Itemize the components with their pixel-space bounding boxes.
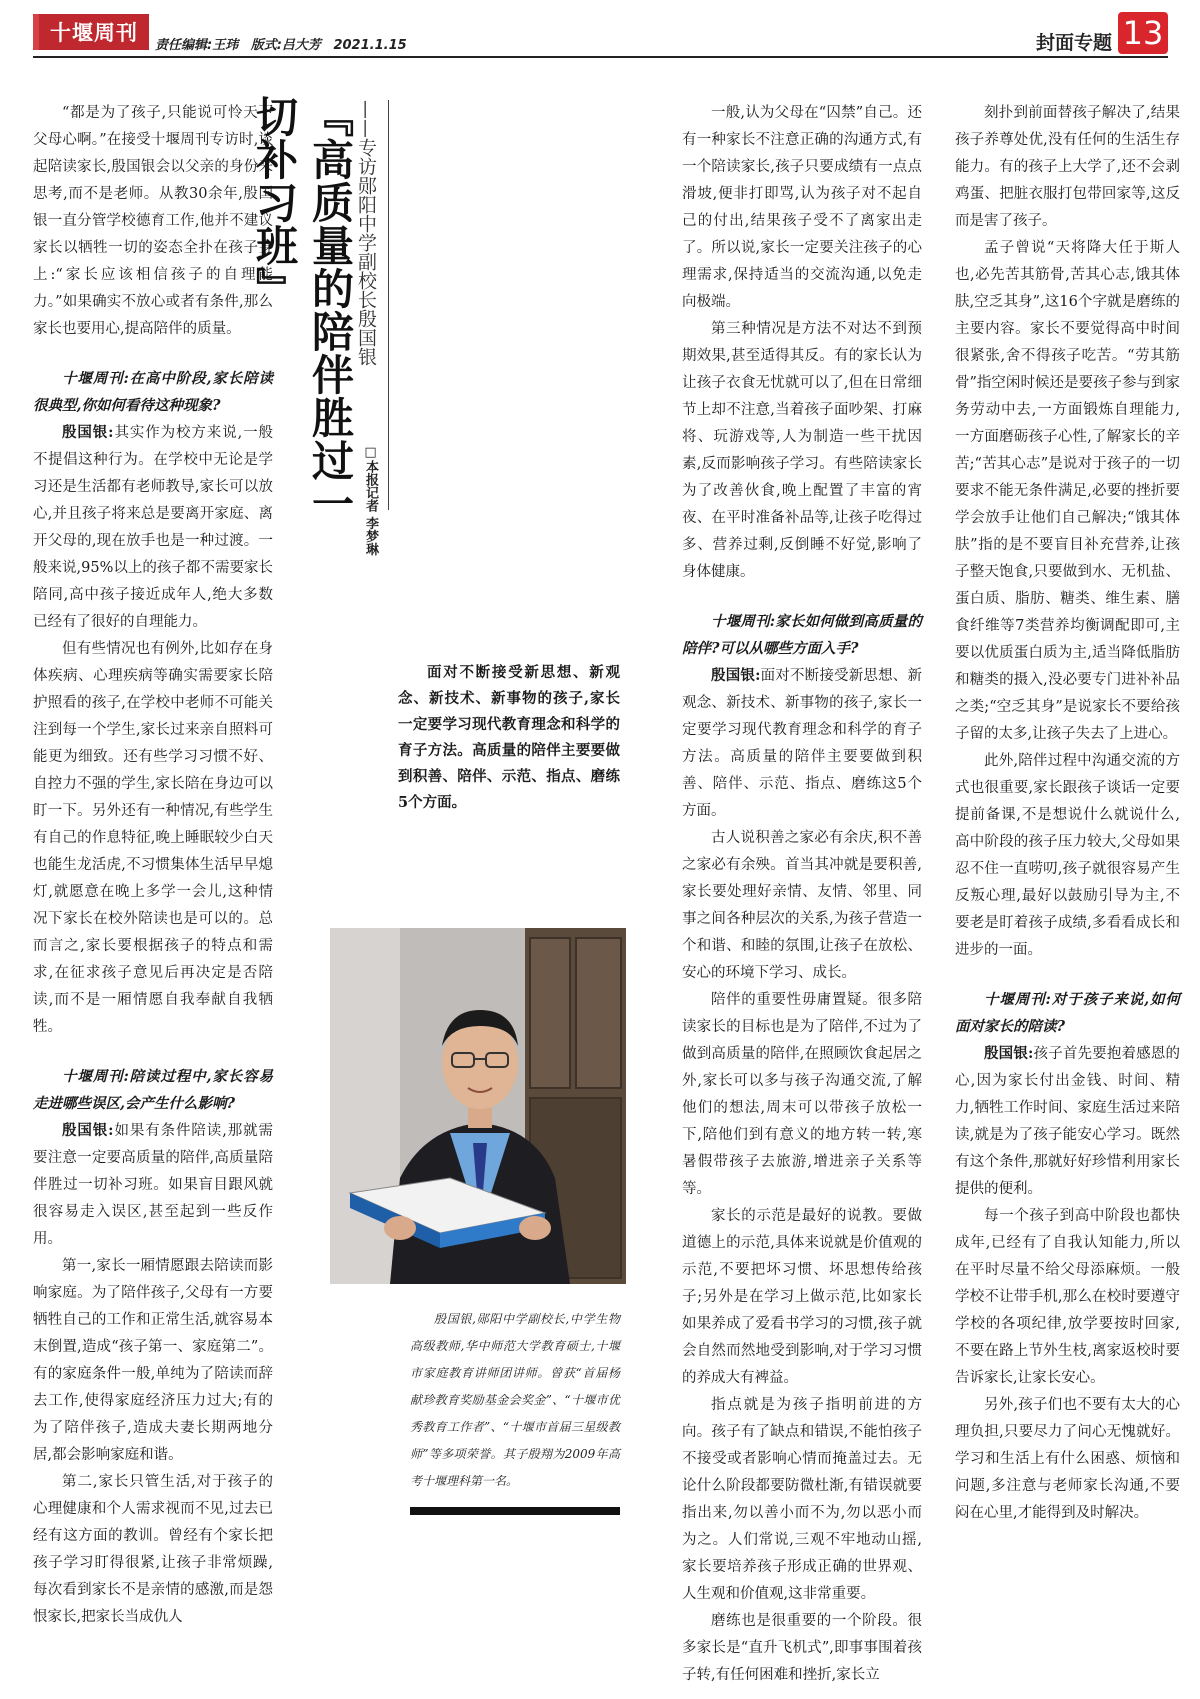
paragraph: 每一个孩子到高中阶段也都快成年,已经有了自我认知能力,所以在平时尽量不给父母添麻烦。一般学校不让带手机,那么在校时要遵守学校的各项纪律,放学要按时回家,不要在路上节外生枝,离家返校时要告诉家长,让家长安心。 (955, 1208, 1180, 1386)
headline-divider (388, 100, 389, 510)
answer (33, 1117, 273, 1253)
answer-label: 殷国银: (984, 1045, 1034, 1062)
page-number-badge: 13 (1118, 12, 1168, 54)
answer-text: 面对不断接受新思想、新观念、新技术、新事物的孩子,家长一定要学习现代教育理念和科学的育子方法。高质量的陪伴主要要做到积善、陪伴、示范、指点、磨练这5个方面。 (682, 668, 922, 819)
portrait-illustration (330, 928, 626, 1284)
pull-quote: 面对不断接受新思想、新观念、新技术、新事物的孩子,家长一定要学习现代教育理念和科学的育子方法。高质量的陪伴主要要做到积善、陪伴、示范、指点、磨练5个方面。 (398, 664, 620, 811)
section-title: 封面专题 (1035, 32, 1112, 54)
paragraph: 指点就是为孩子指明前进的方向。孩子有了缺点和错误,不能怕孩子不接受或者影响心情而掩盖过去。无论什么阶段都要防微杜渐,有错误就要指出来,勿以善小而不为,勿以恶小而为之。人们常说,三观不牢地动山摇,家长要培养孩子形成正确的世界观、人生观和价值观,这非常重要。 (682, 1397, 922, 1602)
answer-label: 殷国银: (62, 424, 114, 441)
answer-text: 孩子首先要抱着感恩的心,因为家长付出金钱、时间、精力,牺牲工作时间、家庭生活过来陪读,就是为了孩子能安心学习。既然有这个条件,那就好好珍惜利用家长提供的便利。 (955, 1046, 1181, 1197)
article-column-1 (33, 100, 273, 1631)
paragraph: 另外,孩子们也不要有太大的心理负担,只要尽力了问心无愧就好。学习和生活上有什么困惑、烦恼和问题,多注意与老师家长沟通,不要闷在心里,才能得到及时解决。 (955, 1397, 1180, 1521)
answer-label: 殷国银: (62, 1122, 114, 1139)
article-headline: 『高质量的陪伴胜过一切补习班』 (250, 95, 355, 525)
editor-name: 责任编辑:王玮 (155, 38, 239, 53)
issue-date: 2021.1.15 (333, 38, 407, 53)
paragraph: 孟子曾说“天将降大任于斯人也,必先苦其筋骨,苦其心志,饿其体肤,空乏其身”,这16个字就是磨练的主要内容。家长不要觉得高中时间很紧张,舍不得孩子吃苦。“劳其筋骨”指空闲时候还是要孩子参与到家务劳动中去,一方面锻炼自理能力,一方面磨砺孩子心性,了解家长的辛苦;“苦其心志”是说对于孩子的一切要求不能无条件满足,必要的挫折要学会放手让他们自己解决;“饿其体肤”指的是不要盲目补充营养,让孩子整天饱食,只要做到水、无机盐、蛋白质、脂肪、糖类、维生素、膳食纤维等7类营养均衡调配即可,主要以优质蛋白质为主,适当降低脂肪和糖类的摄入,没必要专门进补补品之类;“空乏其身”是说家长不要给孩子留的太多,让孩子失去了上进心。 (955, 240, 1180, 742)
answer (682, 662, 922, 825)
question-label: 十堰周刊: (984, 991, 1051, 1008)
page-header (0, 0, 1200, 70)
answer-label: 殷国银: (711, 667, 761, 684)
paragraph: 第三种情况是方法不对达不到预期效果,甚至适得其反。有的家长认为让孩子衣食无忧就可以了,但在日常细节上却不注意,当着孩子面吵架、打麻将、玩游戏等,人为制造一些干扰因素,反而影响孩子学习。有些陪读家长为了改善伙食,晚上配置了丰富的宵夜、在平时准备补品等,让孩子吃得过多、营养过剩,反倒睡不好觉,影响了身体健康。 (682, 321, 922, 580)
paragraph: 古人说积善之家必有余庆,积不善之家必有余殃。首当其冲就是要积善,家长要处理好亲情、友情、邻里、同事之间各种层次的关系,为孩子营造一个和谐、和睦的氛围,让孩子在放松、安心的环境下学习、成长。 (682, 830, 922, 981)
portrait-photo (330, 928, 626, 1284)
question (682, 608, 922, 662)
layout-name: 版式:吕大芳 (250, 38, 321, 53)
question-label: 十堰周刊: (62, 370, 129, 387)
paragraph: 此外,陪伴过程中沟通交流的方式也很重要,家长跟孩子谈话一定要提前备课,不是想说什么就说什么,高中阶段的孩子压力较大,父母如果忍不住一直唠叨,孩子就很容易产生反叛心理,最好以鼓励引导为主,不要老是盯着孩子成绩,多看看成长和进步的一面。 (955, 753, 1180, 958)
photo-caption: 殷国银,郧阳中学副校长,中学生物高级教师,华中师范大学教育硕士,十堰市家庭教育讲师团讲师。曾获“首届杨献珍教育奖励基金会奖金”、“十堰市优秀教育工作者”、“十堰市首届三星级教师”等多项荣誉。其子殷翔为2009年高考十堰理科第一名。 (410, 1312, 620, 1488)
question (33, 365, 273, 419)
article-column-3 (682, 100, 922, 1689)
paragraph: 第二,家长只管生活,对于孩子的心理健康和个人需求视而不见,过去已经有这方面的教训。曾经有个家长把孩子学习盯得很紧,让孩子非常烦躁,每次看到家长不是亲情的感激,而是怨恨家长,把家长当成仇人 (33, 1474, 273, 1625)
paragraph: 第一,家长一厢情愿跟去陪读而影响家庭。为了陪伴孩子,父母有一方要牺牲自己的工作和正常生活,就容易本末倒置,造成“孩子第一、家庭第二”。有的家庭条件一般,单纯为了陪读而辞去工作,使得家庭经济压力过大;有的为了陪伴孩子,造成夫妻长期两地分居,都会影响家庭和谐。 (33, 1258, 273, 1463)
paragraph: 一般,认为父母在“囚禁”自己。还有一种家长不注意正确的沟通方式,有一个陪读家长,孩子只要成绩有一点点滑坡,便非打即骂,认为孩子对不起自己的付出,结果孩子受不了离家出走了。所以说,家长一定要关注孩子的心理需求,保持适当的交流沟通,以免走向极端。 (682, 105, 922, 310)
question-label: 十堰周刊: (711, 613, 776, 630)
masthead-logo: 十堰周刊 (33, 14, 149, 50)
question (955, 986, 1180, 1040)
answer-text: 其实作为校方来说,一般不提倡这种行为。在学校中无论是学习还是生活都有老师教导,家长可以放心,并且孩子将来总是要离开家庭、离开父母的,现在放手也是一种过渡。一般来说,95%以上的孩子都不需要家长陪同,高中孩子接近成年人,绝大多数已经有了很好的自理能力。 (33, 425, 274, 630)
question (33, 1063, 273, 1117)
paragraph: “都是为了孩子,只能说可怜天下父母心啊。”在接受十堰周刊专访时,谈起陪读家长,殷国银会以父亲的身份来思考,而不是老师。从教30余年,殷国银一直分管学校德育工作,他并不建议家长以牺牲一切的姿态全扑在孩子身上:“家长应该相信孩子的自理能力。”如果确实不放心或者有条件,那么家长也要用心,提高陪伴的质量。 (33, 105, 273, 337)
answer-text: 如果有条件陪读,那就需要注意一定要高质量的陪伴,高质量陪伴胜过一切补习班。如果盲目跟风就很容易走入误区,甚至起到一些反作用。 (33, 1123, 274, 1247)
article-column-4 (955, 100, 1180, 1527)
editor-credits (155, 34, 415, 53)
question-text: 家长如何做到高质量的陪伴?可以从哪些方面入手? (682, 613, 922, 657)
question-text: 陪读过程中,家长容易走进哪些误区,会产生什么影响? (33, 1068, 273, 1112)
paragraph: 磨练也是很重要的一个阶段。很多家长是“直升飞机式”,即事事围着孩子转,有任何困难和挫折,家长立 (682, 1613, 922, 1683)
paragraph: 陪伴的重要性毋庸置疑。很多陪读家长的目标也是为了陪伴,不过为了做到高质量的陪伴,在照顾饮食起居之外,家长可以多与孩子沟通交流,了解他们的想法,周末可以带孩子放松一下,陪他们到有意义的地方转一转,寒暑假带孩子去旅游,增进亲子关系等等。 (682, 992, 922, 1197)
reporter-byline: □本报记者 李梦琳 (363, 445, 378, 556)
header-divider (33, 56, 1168, 58)
paragraph: 但有些情况也有例外,比如存在身体疾病、心理疾病等确实需要家长陪护照看的孩子,在学校中老师不可能关注到每一个学生,家长过来亲自照料可能更为细致。还有些学习习惯不好、自控力不强的学生,家长陪在身边可以盯一下。另外还有一种情况,有些学生有自己的作息特征,晚上睡眠较少白天也能生龙活虎,不习惯集体生活早早熄灯,就愿意在晚上多学一会儿,这种情况下家长在校外陪读也是可以的。总而言之,家长要根据孩子的特点和需求,在征求孩子意见后再决定是否陪读,而不是一厢情愿自我奉献自我牺牲。 (33, 641, 273, 1035)
question-text: 对于孩子来说,如何面对家长的陪读? (955, 991, 1180, 1035)
answer (955, 1040, 1180, 1203)
question-text: 在高中阶段,家长陪读很典型,你如何看待这种现象? (33, 370, 273, 414)
paragraph: 家长的示范是最好的说教。要做道德上的示范,具体来说就是价值观的示范,不要把坏习惯、坏思想传给孩子;另外是在学习上做示范,比如家长如果养成了爱看书学习的习惯,孩子就会自然而然地受到影响,对于学习习惯的养成大有裨益。 (682, 1208, 922, 1386)
paragraph: 刻扑到前面替孩子解决了,结果孩子养尊处优,没有任何的生活生存能力。有的孩子上大学了,还不会剥鸡蛋、把脏衣服打包带回家等,这反而是害了孩子。 (955, 105, 1180, 229)
question-label: 十堰周刊: (62, 1068, 129, 1085)
answer (33, 419, 273, 636)
article-subhead: ——专访郧阳中学副校长殷国银 (355, 100, 377, 366)
caption-bar (410, 1507, 620, 1515)
